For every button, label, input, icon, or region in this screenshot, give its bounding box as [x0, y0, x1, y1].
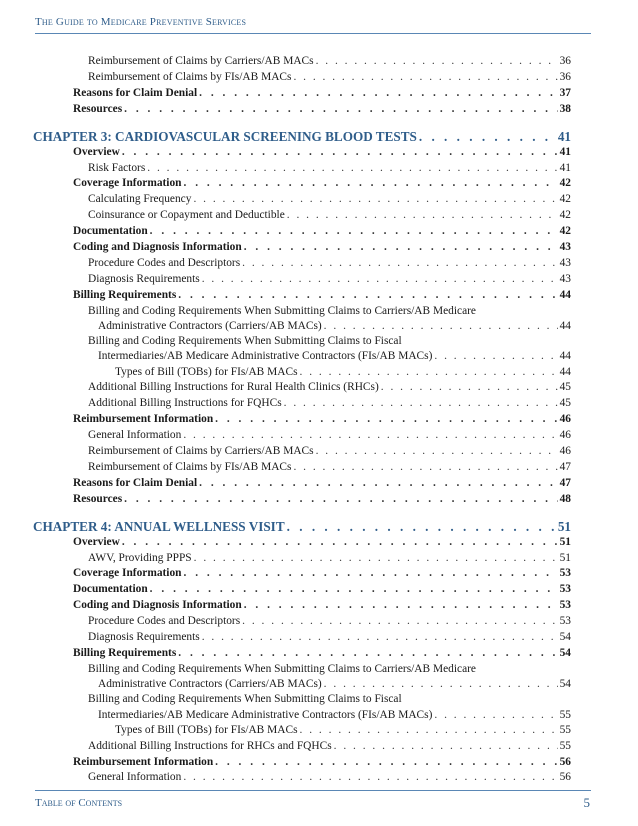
toc-entry-wrapped[interactable] [53, 692, 571, 722]
page-number: 5 [583, 795, 590, 810]
toc-entry-title: Billing Requirements [73, 647, 177, 659]
toc-entry-title: Calculating Frequency [88, 193, 192, 206]
toc-entry[interactable] [53, 770, 571, 786]
toc-entry-title-line2: Administrative Contractors (Carriers/AB MACs) [98, 319, 322, 332]
toc-entry-wrapped[interactable] [53, 334, 571, 364]
toc-entry-title-line1: Billing and Coding Requirements When Submitting Claims to Carriers/AB Medicare [88, 662, 476, 675]
toc-entry-title: Documentation [73, 583, 148, 596]
toc-section-entry[interactable] [53, 476, 571, 492]
toc-page-number: 44 [559, 350, 571, 363]
toc-section-entry[interactable] [53, 412, 571, 428]
toc-entry-title: Reimbursement Information [73, 413, 214, 426]
toc-entry-title: General Information [88, 771, 182, 784]
toc-chapter-3[interactable] [33, 128, 571, 145]
toc-page-number: 36 [559, 70, 571, 83]
header-rule [35, 33, 591, 34]
toc-section-entry[interactable] [53, 566, 571, 582]
running-header: The Guide to Medicare Preventive Services [35, 16, 247, 28]
toc-page-number: 56 [559, 755, 571, 768]
toc-section-entry[interactable] [53, 755, 571, 771]
toc-page-number: 46 [559, 429, 571, 442]
toc-page-number: 53 [559, 615, 571, 628]
toc-page-number: 37 [559, 86, 571, 99]
toc-page-number: 38 [559, 102, 571, 115]
toc-section-entry[interactable] [53, 492, 571, 508]
toc-section-entry[interactable] [53, 535, 571, 551]
toc-entry-title: Coinsurance or Copayment and Deductible [88, 209, 285, 222]
toc-entry-title: Additional Billing Instructions for Rural Health Clinics (RHCs) [88, 381, 379, 394]
toc-page-number: 53 [559, 567, 571, 580]
toc-entry-title: Documentation [73, 225, 148, 238]
toc-page-number: 44 [559, 319, 571, 332]
toc-entry-title: Reimbursement of Claims by Carriers/AB MACs [88, 55, 314, 67]
toc-page-number: 51 [557, 518, 571, 534]
toc-entry-title-line2: Intermediaries/AB Medicare Administrative Contractors (FIs/AB MACs) [98, 708, 433, 721]
toc-entry-title: Billing Requirements [73, 288, 177, 301]
toc-entry-title: Procedure Codes and Descriptors [88, 615, 241, 628]
toc-page-number: 54 [559, 631, 571, 644]
toc-entry-title: Coding and Diagnosis Information [73, 599, 242, 612]
toc-entry[interactable] [53, 161, 571, 177]
toc-entry[interactable] [53, 444, 571, 460]
toc-entry-title-line1: Billing and Coding Requirements When Submitting Claims to Fiscal [88, 335, 402, 348]
toc-entry-wrapped[interactable] [53, 304, 571, 334]
toc-section-entry[interactable] [53, 646, 571, 662]
toc-page-number: 51 [559, 551, 571, 564]
toc-page-number: 43 [559, 272, 571, 285]
toc-page-number: 46 [559, 445, 571, 458]
toc-entry[interactable] [53, 54, 571, 70]
chapter-title: CHAPTER 4: ANNUAL WELLNESS VISIT [33, 518, 285, 534]
toc-entry-title: Reimbursement of Claims by Carriers/AB MACs [88, 445, 314, 458]
toc-page-number: 43 [559, 241, 571, 254]
toc-entry-title: Overview [73, 145, 120, 158]
toc-page-number: 42 [559, 209, 571, 222]
toc-section-entry[interactable] [53, 86, 571, 102]
toc-page-number: 51 [559, 535, 571, 548]
toc-entry[interactable] [53, 380, 571, 396]
toc-entry-title: Additional Billing Instructions for RHCs and FQHCs [88, 739, 332, 752]
toc-entry-title: Reimbursement of Claims by FIs/AB MACs [88, 460, 292, 473]
toc-entry[interactable] [53, 272, 571, 288]
toc-entry-title: Reimbursement of Claims by FIs/AB MACs [88, 70, 292, 83]
toc-section-entry[interactable] [53, 582, 571, 598]
toc-section-entry[interactable] [53, 145, 571, 161]
toc-page-number: 47 [559, 460, 571, 473]
toc-entry[interactable] [53, 460, 571, 476]
toc-entry-title: Resources [73, 492, 123, 505]
toc-entry[interactable] [53, 630, 571, 646]
toc-entry-title: Coding and Diagnosis Information [73, 241, 242, 254]
toc-entry-title: Additional Billing Instructions for FQHCs [88, 397, 282, 410]
toc-entry[interactable] [53, 365, 571, 381]
toc-page-number: 41 [557, 128, 571, 144]
toc-entry[interactable] [53, 614, 571, 630]
chapter-title: CHAPTER 3: CARDIOVASCULAR SCREENING BLOOD TESTS [33, 128, 417, 144]
table-of-contents [33, 54, 571, 786]
toc-entry-title-line2: Administrative Contractors (Carriers/AB MACs) [98, 678, 322, 691]
toc-page-number: 55 [559, 723, 571, 736]
toc-entry[interactable] [53, 256, 571, 272]
toc-entry[interactable] [53, 396, 571, 412]
toc-page-number: 55 [559, 739, 571, 752]
toc-page-number: 53 [559, 583, 571, 596]
toc-page-number: 48 [559, 492, 571, 505]
toc-entry-wrapped[interactable] [53, 662, 571, 692]
toc-entry-title: Reimbursement Information [73, 755, 214, 768]
toc-page-number: 42 [559, 177, 571, 190]
toc-section-entry[interactable] [53, 224, 571, 240]
running-footer: Table of Contents [35, 797, 123, 809]
toc-entry[interactable] [53, 70, 571, 86]
toc-entry-title-line2: Intermediaries/AB Medicare Administrative Contractors (FIs/AB MACs) [98, 350, 433, 363]
toc-page-number: 42 [559, 193, 571, 206]
toc-entry-title: Types of Bill (TOBs) for FIs/AB MACs [115, 723, 298, 736]
toc-entry-title: General Information [88, 429, 182, 442]
toc-page-number: 43 [559, 256, 571, 269]
toc-page-number: 45 [559, 397, 571, 410]
toc-page-number: 47 [559, 476, 571, 489]
toc-entry-title: Resources [73, 102, 123, 115]
toc-page-number: 46 [559, 413, 571, 426]
toc-entry-title-line1: Billing and Coding Requirements When Submitting Claims to Carriers/AB Medicare [88, 304, 476, 317]
toc-page-number: 44 [559, 288, 571, 301]
toc-entry[interactable] [53, 192, 571, 208]
toc-page-number: 36 [559, 55, 571, 67]
toc-entry[interactable] [53, 551, 571, 567]
toc-entry[interactable] [53, 208, 571, 224]
toc-entry-title: Coverage Information [73, 567, 182, 580]
toc-entry-title: Reasons for Claim Denial [73, 86, 198, 99]
toc-page-number: 54 [559, 678, 571, 691]
toc-section-entry[interactable] [53, 240, 571, 256]
toc-page-number: 56 [559, 771, 571, 784]
toc-entry-title: Diagnosis Requirements [88, 272, 200, 285]
toc-entry-title: Coverage Information [73, 177, 182, 190]
footer-rule [35, 790, 591, 791]
toc-chapter-4[interactable] [33, 518, 571, 535]
toc-entry[interactable] [53, 428, 571, 444]
toc-page-number: 41 [559, 145, 571, 158]
toc-entry[interactable] [53, 723, 571, 739]
toc-page-number: 53 [559, 599, 571, 612]
toc-entry-title: Types of Bill (TOBs) for FIs/AB MACs [115, 365, 298, 378]
toc-section-entry[interactable] [53, 176, 571, 192]
toc-section-entry[interactable] [53, 288, 571, 304]
toc-page-number: 44 [559, 365, 571, 378]
toc-entry-title: Risk Factors [88, 161, 146, 174]
toc-entry-title: Reasons for Claim Denial [73, 476, 198, 489]
toc-entry-title-line1: Billing and Coding Requirements When Submitting Claims to Fiscal [88, 693, 402, 706]
toc-page-number: 41 [559, 161, 571, 174]
toc-page-number: 45 [559, 381, 571, 394]
toc-entry-title: Procedure Codes and Descriptors [88, 256, 241, 269]
toc-entry-title: Overview [73, 535, 120, 548]
toc-entry-title: AWV, Providing PPPS [88, 551, 192, 564]
toc-section-entry[interactable] [53, 598, 571, 614]
toc-page-number: 54 [559, 647, 571, 659]
toc-entry-title: Diagnosis Requirements [88, 631, 200, 644]
toc-page-number: 55 [559, 708, 571, 721]
toc-page-number: 42 [559, 225, 571, 238]
toc-section-entry[interactable] [53, 102, 571, 118]
toc-entry[interactable] [53, 739, 571, 755]
